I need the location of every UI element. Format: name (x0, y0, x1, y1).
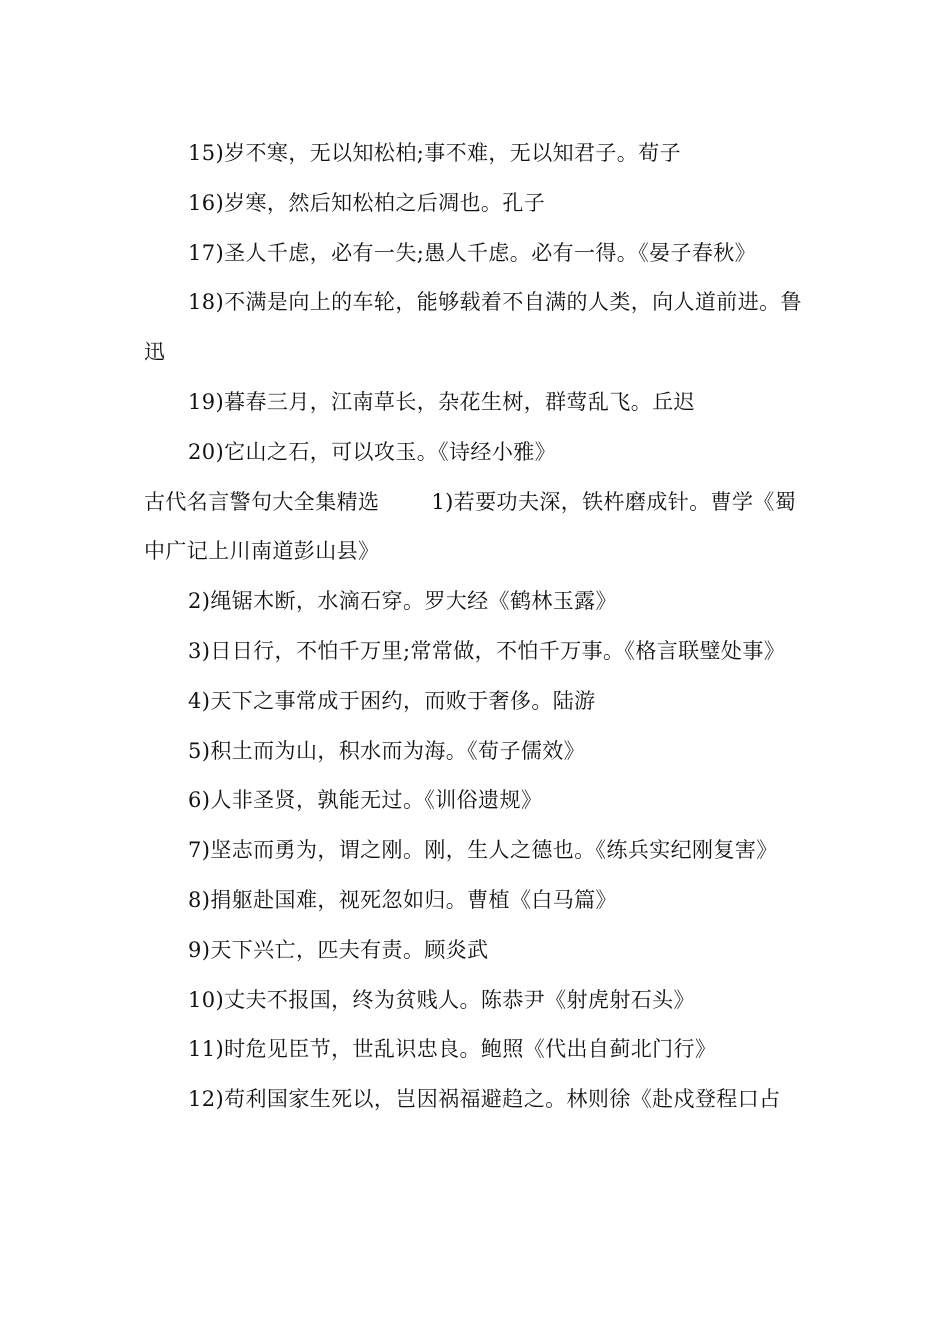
quote-line-4: 4)天下之事常成于困约，而败于奢侈。陆游 (188, 688, 596, 713)
quote-line-7: 7)坚志而勇为，谓之刚。刚，生人之德也。《练兵实纪刚复害》 (188, 838, 778, 863)
quote-line-16: 16)岁寒，然后知松柏之后凋也。孔子 (188, 190, 546, 215)
quote-line-5: 5)积土而为山，积水而为海。《荀子儒效》 (188, 738, 586, 763)
quote-line-3: 3)日日行，不怕千万里;常常做，不怕千万事。《格言联璧处事》 (188, 638, 786, 663)
quote-line-12: 12)苟利国家生死以，岂因祸福避趋之。林则徐《赴戍登程口占 (188, 1087, 781, 1112)
quote-line-18: 18)不满是向上的车轮，能够载着不自满的人类，向人道前进。鲁迅 (144, 290, 802, 365)
quote-line-9: 9)天下兴亡，匹夫有责。顾炎武 (188, 937, 489, 962)
quote-line-11: 11)时危见臣节，世乱识忠良。鲍照《代出自蓟北门行》 (188, 1037, 717, 1062)
quote-line-6: 6)人非圣贤，孰能无过。《训俗遗规》 (188, 788, 543, 813)
quote-line-2: 2)绳锯木断，水滴石穿。罗大经《鹤林玉露》 (188, 589, 617, 614)
quote-line-8: 8)捐躯赴国难，视死忽如归。曹植《白马篇》 (188, 887, 617, 912)
document-body (144, 129, 810, 1125)
quote-line-1: 1)若要功夫深，铁杵磨成针。曹学《蜀中广记上川南道彭山县》 (144, 489, 797, 564)
section-heading: 古代名言警句大全集精选 (144, 489, 380, 514)
quote-line-17: 17)圣人千虑，必有一失;愚人千虑。必有一得。《晏子春秋》 (188, 240, 757, 265)
quote-line-10: 10)丈夫不报国，终为贫贱人。陈恭尹《射虎射石头》 (188, 987, 695, 1012)
quote-line-19: 19)暮春三月，江南草长，杂花生树，群莺乱飞。丘迟 (188, 389, 695, 414)
heading-paragraph (144, 478, 810, 578)
quote-line-15: 15)岁不寒，无以知松柏;事不难，无以知君子。荀子 (188, 141, 681, 165)
quote-line-20: 20)它山之石，可以攻玉。《诗经小雅》 (188, 439, 557, 464)
